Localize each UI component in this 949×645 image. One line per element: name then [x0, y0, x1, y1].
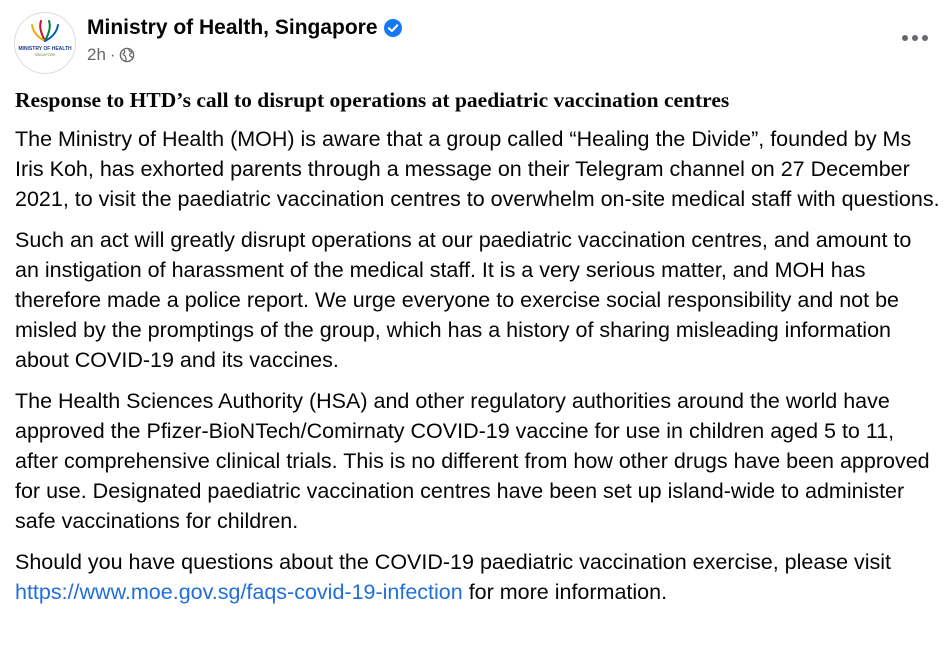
- dot-icon: [922, 35, 928, 41]
- post-timestamp[interactable]: 2h: [87, 45, 106, 64]
- dot-icon: [912, 35, 918, 41]
- verified-badge-icon: [384, 19, 402, 37]
- moh-logo: [17, 15, 73, 71]
- more-options-button[interactable]: [895, 20, 935, 56]
- svg-text:MINISTRY OF HEALTH: MINISTRY OF HEALTH: [18, 46, 72, 52]
- author-row: [87, 15, 402, 41]
- post-title: Response to HTD’s call to disrupt operations at paediatric vaccination centres: [15, 88, 730, 112]
- faq-link[interactable]: https://www.moe.gov.sg/faqs-covid-19-infection: [15, 579, 463, 604]
- post-paragraph-1: The Ministry of Health (MOH) is aware that a group called “Healing the Divide”, founded by Ms Iris Koh, has exhorted parents through a message on their Telegram channel on 27 December 2021, to visit the paediatric vaccination centres to overwhelm on-site medical staff with questions.: [15, 127, 940, 212]
- svg-text:SINGAPORE: SINGAPORE: [34, 53, 56, 57]
- paragraph-text: Should you have questions about the COVID-19 paediatric vaccination exercise, please visit: [15, 549, 892, 574]
- post-paragraph-2: Such an act will greatly disrupt operations at our paediatric vaccination centres, and amount to an instigation of harassment of the medical staff. It is a very serious matter, and MOH has therefore made a police report. We urge everyone to exercise social responsibility and not be misled by the promptings of the group, which has a history of sharing misleading information about COVID-19 and its vaccines.: [15, 227, 912, 373]
- page-name[interactable]: Ministry of Health, Singapore: [87, 16, 378, 39]
- post-body: [15, 86, 940, 617]
- page-avatar[interactable]: [14, 12, 76, 74]
- paragraph-text: for more information.: [462, 579, 668, 604]
- globe-icon[interactable]: [119, 47, 135, 63]
- post-paragraph-4: [15, 547, 940, 607]
- post-header: [14, 12, 935, 72]
- meta-separator: ·: [109, 45, 116, 64]
- post-meta: [87, 44, 135, 66]
- dot-icon: [902, 35, 908, 41]
- post-paragraph-3: The Health Sciences Authority (HSA) and other regulatory authorities around the world have approved the Pfizer-BioNTech/Comirnaty COVID-19 vaccine for use in children aged 5 to 11, after comprehensive clinical trials. This is no different from how other drugs have been approved for use. Designated paediatric vaccination centres have been set up island-wide to administer safe vaccinations for children.: [15, 388, 930, 534]
